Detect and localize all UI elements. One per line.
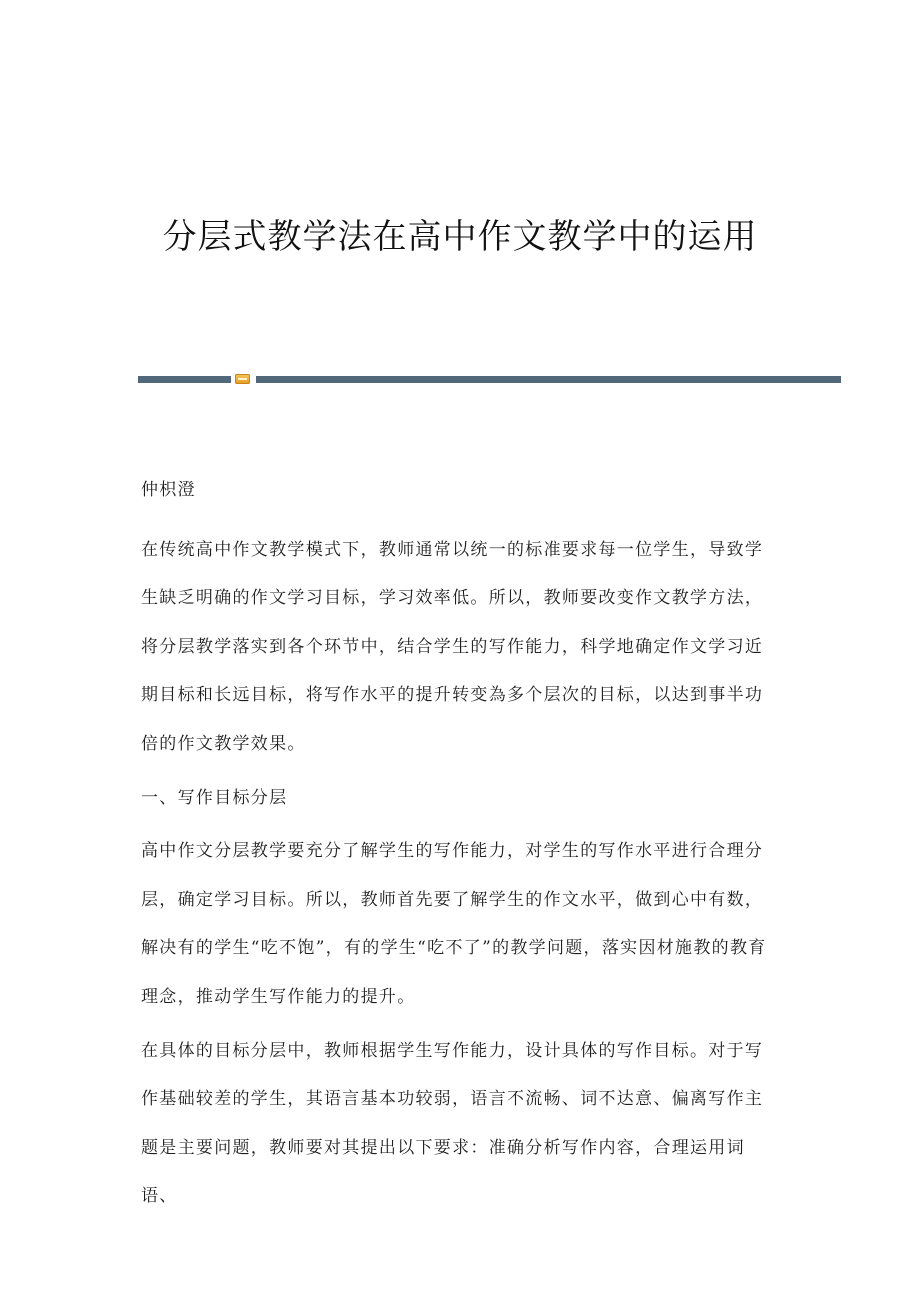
article-body: [141, 466, 781, 1226]
divider-bar-left: [138, 376, 231, 383]
paragraph-intro: 在传统高中作文教学模式下，教师通常以统一的标准要求每一位学生，导致学生缺乏明确的作文学习目标，学习效率低。所以，教师要改变作文教学方法，将分层教学落实到各个环节中，结合学生的写作能力，科学地确定作文学习近期目标和长远目标，将写作水平的提升转变為多个层次的目标，以达到事半功倍的作文教学效果。: [141, 539, 764, 754]
page-title: 分层式教学法在高中作文教学中的运用: [162, 217, 758, 257]
paragraph-body: 高中作文分层教学要充分了解学生的写作能力，对学生的写作水平进行合理分层，确定学习目标。所以，教师首先要了解学生的作文水平，做到心中有数，解决有的学生“吃不饱”，有的学生“吃不了”的教学问题，落实因材施教的教育理念，推动学生写作能力的提升。: [141, 841, 767, 1007]
title-divider: [138, 374, 841, 384]
document-ornament-icon: [235, 374, 250, 384]
section-heading: 一、写作目标分层: [141, 787, 288, 808]
divider-bar-right: [256, 376, 841, 383]
author-name: 仲枳澄: [141, 480, 196, 500]
paragraph-body: 在具体的目标分层中，教师根据学生写作能力，设计具体的写作目标。对于写作基础较差的学生，其语言基本功较弱，语言不流畅、词不达意、偏离写作主题是主要问题，教师要对其提出以下要求：准确分析写作内容，合理运用词语、: [141, 1040, 764, 1207]
